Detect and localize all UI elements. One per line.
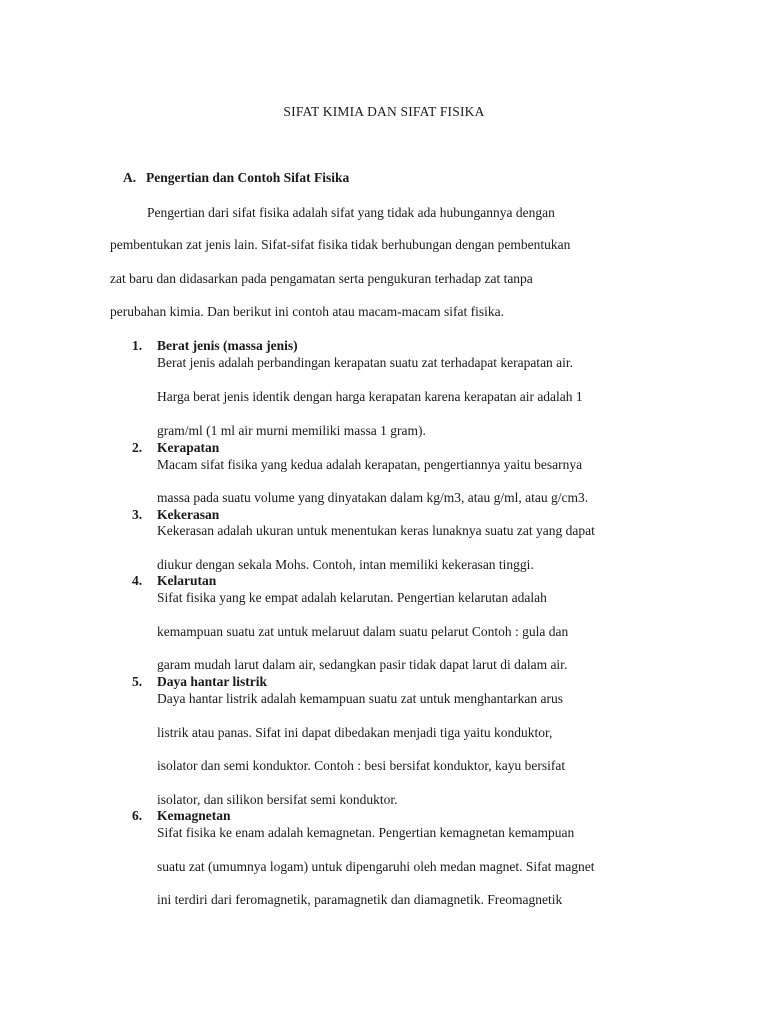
list-item-line: gram/ml (1 ml air murni memiliki massa 1 gram). (157, 423, 426, 438)
list-item-title: Kelarutan (157, 573, 217, 588)
list-item-line: Berat jenis adalah perbandingan kerapatan suatu zat terhadapat kerapatan air. (157, 355, 574, 370)
list-item-line: Sifat fisika ke enam adalah kemagnetan. Pengertian kemagnetan kemampuan (157, 825, 575, 840)
list-item-title: Kemagnetan (157, 808, 231, 823)
list-item-number: 1. (132, 338, 143, 353)
list-item-line: Harga berat jenis identik dengan harga kerapatan karena kerapatan air adalah 1 (157, 389, 583, 404)
list-item-number: 5. (132, 674, 143, 689)
list-item-line: ini terdiri dari feromagnetik, paramagnetik dan diamagnetik. Freomagnetik (157, 892, 563, 907)
list-item-title: Berat jenis (massa jenis) (157, 338, 298, 353)
list-item-line: Macam sifat fisika yang kedua adalah kerapatan, pengertiannya yaitu besarnya (157, 457, 583, 472)
list-item-line: Sifat fisika yang ke empat adalah kelarutan. Pengertian kelarutan adalah (157, 590, 547, 605)
list-item-number: 6. (132, 808, 143, 823)
list-item-line: garam mudah larut dalam air, sedangkan pasir tidak dapat larut di dalam air. (157, 657, 568, 672)
document-title: SIFAT KIMIA DAN SIFAT FISIKA (283, 104, 485, 119)
intro-line: zat baru dan didasarkan pada pengamatan serta pengukuran terhadap zat tanpa (110, 271, 533, 286)
list-item-line: Kekerasan adalah ukuran untuk menentukan keras lunaknya suatu zat yang dapat (157, 523, 595, 538)
list-item-title: Daya hantar listrik (157, 674, 268, 689)
intro-line: pembentukan zat jenis lain. Sifat-sifat fisika tidak berhubungan dengan pembentukan (110, 237, 571, 252)
list-item-line: Daya hantar listrik adalah kemampuan suatu zat untuk menghantarkan arus (157, 691, 563, 706)
list-item-title: Kekerasan (157, 507, 220, 522)
list-item-line: isolator, dan silikon bersifat semi konduktor. (157, 792, 398, 807)
list-item-number: 4. (132, 573, 143, 588)
intro-line: Pengertian dari sifat fisika adalah sifat yang tidak ada hubungannya dengan (147, 205, 555, 220)
list-item-line: diukur dengan sekala Mohs. Contoh, intan memiliki kekerasan tinggi. (157, 557, 534, 572)
list-item-number: 2. (132, 440, 143, 455)
list-item-line: massa pada suatu volume yang dinyatakan dalam kg/m3, atau g/ml, atau g/cm3. (157, 490, 589, 505)
section-heading (123, 170, 349, 186)
section-letter: A. (123, 170, 137, 185)
intro-line: perubahan kimia. Dan berikut ini contoh atau macam-macam sifat fisika. (110, 304, 504, 319)
section-heading-text: Pengertian dan Contoh Sifat Fisika (146, 170, 350, 185)
list-item-line: isolator dan semi konduktor. Contoh : besi bersifat konduktor, kayu bersifat (157, 758, 566, 773)
list-item-line: kemampuan suatu zat untuk melaruut dalam suatu pelarut Contoh : gula dan (157, 624, 569, 639)
list-item-title: Kerapatan (157, 440, 220, 455)
list-item-line: suatu zat (umumnya logam) untuk dipengaruhi oleh medan magnet. Sifat magnet (157, 859, 595, 874)
list-item-line: listrik atau panas. Sifat ini dapat dibedakan menjadi tiga yaitu konduktor, (157, 725, 553, 740)
list-item-number: 3. (132, 507, 143, 522)
